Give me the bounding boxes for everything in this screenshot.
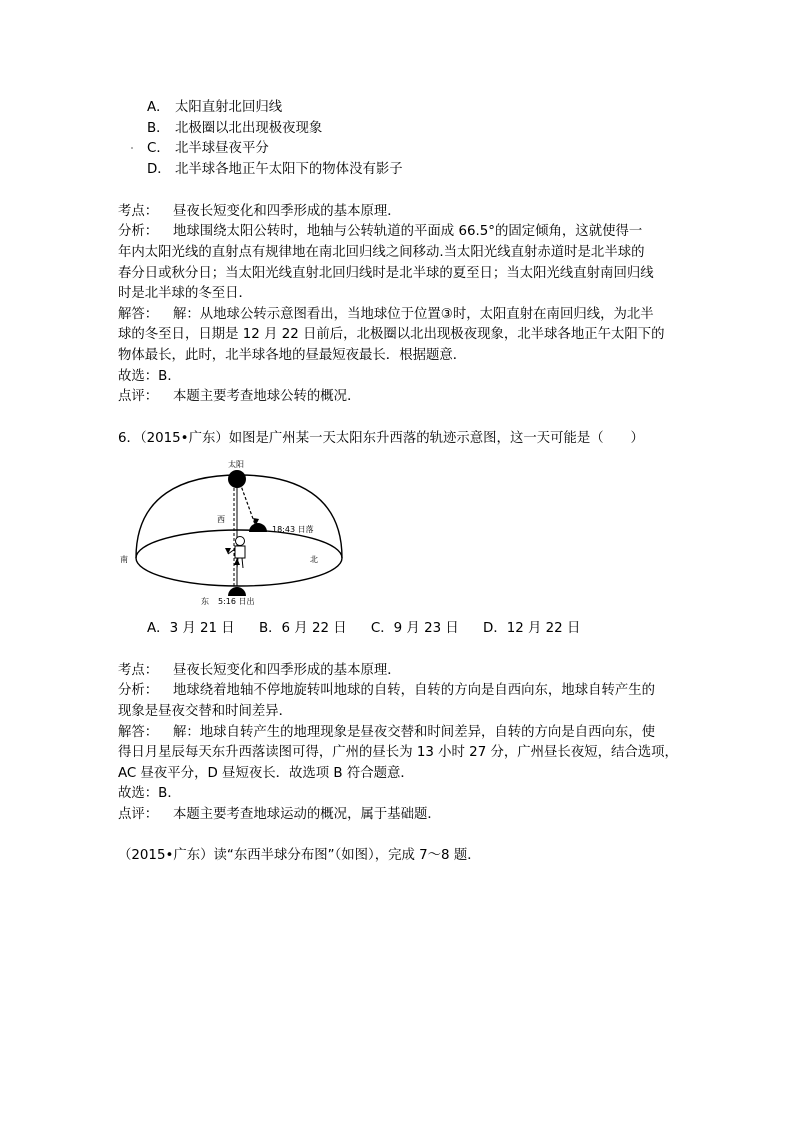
q5-answer: 故选：B． — [118, 369, 181, 384]
q5-option-d: D． 北半球各地正午太阳下的物体没有影子 — [147, 162, 403, 177]
sunset-sun — [249, 523, 267, 532]
south-label: 南 — [120, 555, 128, 564]
west-label: 西 — [217, 515, 225, 524]
q6-choices — [147, 619, 600, 639]
east-label: 东 — [201, 597, 209, 606]
q6-choice-a: A．3 月 21 日 — [147, 621, 235, 636]
q6-stem: 6．（2015•广东）如图是广州某一天太阳东升西落的轨迹示意图，这一天可能是（ ） — [118, 431, 644, 446]
q5-option-a: A． 太阳直射北回归线 — [147, 100, 283, 115]
stray-dot — [131, 147, 133, 149]
sunset-label: 18:43 日落 — [272, 525, 314, 534]
q6-choice-b: B．6 月 22 日 — [258, 621, 347, 636]
sunrise-sun — [228, 587, 246, 596]
q6-pingping: 点评： 本题主要考查地球运动的概况，属于基础题． — [118, 807, 441, 822]
q6-jieda-line-2: 得日月星辰每天东升西落读图可得，广州的昼长为 13 小时 27 分，广州昼长夜短，结合选项， — [118, 745, 678, 760]
q5-option-c: C． 北半球昼夜平分 — [147, 141, 269, 156]
sun-label: 太阳 — [228, 460, 244, 469]
q6-jieda-line-3: AC 昼夜平分，D 昼短夜长．故选项 B 符合题意． — [118, 766, 414, 781]
sunrise-label: 5:16 日出 — [218, 597, 255, 606]
q6-kaodian: 考点： 昼夜长短变化和四季形成的基本原理． — [118, 663, 401, 678]
north-label: 北 — [310, 555, 318, 564]
q6-jieda-line-1: 解答： 解：地球自转产生的地理现象是昼夜交替和时间差异，自转的方向是自西向东，使 — [118, 725, 656, 740]
q7-intro: （2015•广东）读“东西半球分布图”（如图），完成 7～8 题． — [118, 848, 481, 863]
q5-fenxi-line-2: 年内太阳光线的直射点有规律地在南北回归线之间移动.当太阳光线直射赤道时是北半球的 — [118, 245, 645, 260]
q5-option-b: B． 北极圈以北出现极夜现象 — [147, 121, 323, 136]
q5-pingping: 点评： 本题主要考查地球公转的概况． — [118, 389, 361, 404]
q6-choice-c: C．9 月 23 日 — [370, 621, 459, 636]
q6-fenxi-line-1: 分析： 地球绕着地轴不停地旋转叫地球的自转，自转的方向是自西向东，地球自转产生的 — [118, 683, 656, 698]
q5-fenxi-line-1: 分析： 地球围绕太阳公转时，地轴与公转轨道的平面成 66.5°的固定倾角，这就使得一 — [118, 224, 643, 239]
q5-fenxi-line-4: 时是北半球的冬至日． — [118, 286, 252, 301]
q5-kaodian: 考点： 昼夜长短变化和四季形成的基本原理． — [118, 204, 401, 219]
q5-jieda-line-3: 物体最长，此时，北半球各地的昼最短夜最长．根据题意． — [118, 348, 467, 363]
q6-choice-d: D．12 月 22 日 — [483, 621, 581, 636]
sun-path-diagram — [113, 455, 363, 610]
q5-jieda-line-2: 球的冬至日，日期是 12 月 22 日前后，北极圈以北出现极夜现象，北半球各地正午太阳下的 — [118, 327, 665, 342]
q5-jieda-line-1: 解答： 解：从地球公转示意图看出，当地球位于位置③时，太阳直射在南回归线，为北半 — [118, 307, 654, 322]
q6-fenxi-line-2: 现象是昼夜交替和时间差异． — [118, 704, 293, 719]
noon-sun — [228, 470, 246, 488]
q6-answer: 故选：B． — [118, 786, 181, 801]
q5-fenxi-line-3: 春分日或秋分日；当太阳光线直射北回归线时是北半球的夏至日；当太阳光线直射南回归线 — [118, 266, 654, 281]
sun-path-set — [240, 483, 256, 527]
